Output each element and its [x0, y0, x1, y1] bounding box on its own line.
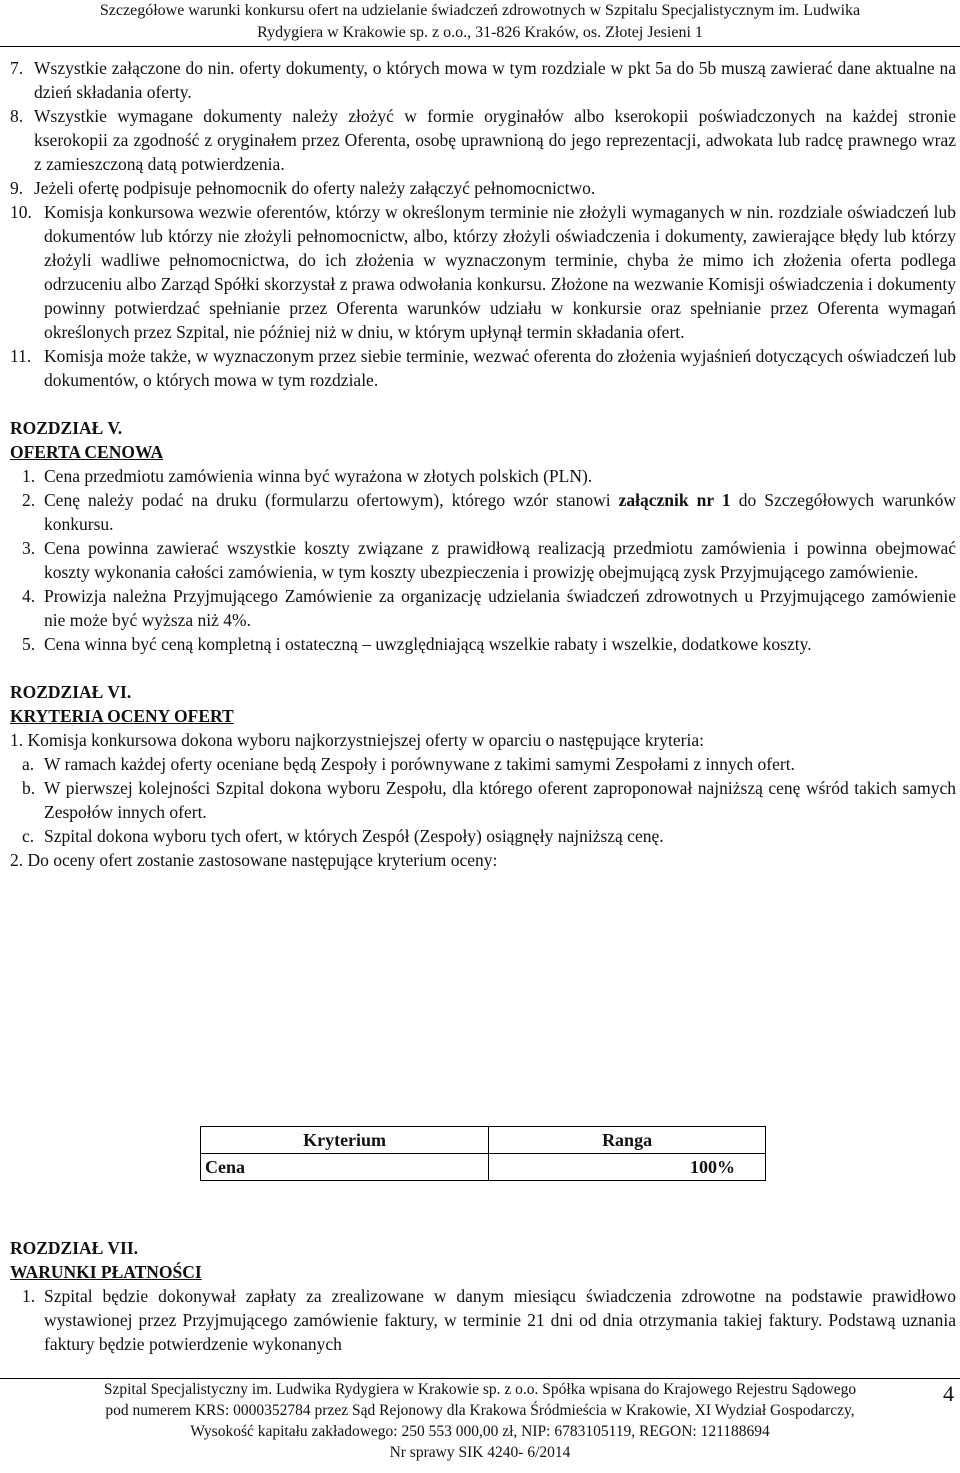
item-number: 11.: [10, 346, 32, 366]
item-text: Komisja konkursowa wezwie oferentów, którzy w określonym terminie nie złożyli wymaganych w nin. rozdziale oświadczeń lub dokumentów lub którzy nie złożyli pełnomocnictw, albo, którzy złożyli oświadczenia i dokumenty, zawierające błędy lub którzy złożyli wadliwe pełnomocnictwa, do ich złożenia w wyznaczonym terminie, chyba że mimo ich złożenia oferta podlega odrzuceniu albo Zarząd Spółki skorzystał z prawa odwołania konkursu. Złożone na wezwanie Komisji oświadczenia i dokumenty powinny potwierdzać spełnianie przez Oferenta warunków udziału w konkursie oraz spełnianie przez Oferenta wymagań określonych przez Szpital, nie później niż w dniu, w którym upłynął termin składania ofert.: [44, 202, 956, 342]
sub-item: [10, 776, 956, 824]
page-footer: [0, 1378, 960, 1473]
footer-line-2: pod numerem KRS: 0000352784 przez Sąd Rejonowy dla Krakowa Śródmieścia w Krakowie, XI Wydział Gospodarczy,: [105, 1402, 855, 1419]
list-item: [10, 464, 956, 488]
chapter-6-title: ROZDZIAŁ VI.: [10, 682, 132, 702]
item-text: Szpital będzie dokonywał zapłaty za zrealizowane w danym miesiącu świadczenia zdrowotne na podstawie prawidłowo wystawionej przez Przyjmującego zamówienie faktury, w terminie 21 dni od dnia otrzymania takiej faktury. Podstawą uznania faktury będzie potwierdzenie wykonanych: [44, 1286, 956, 1354]
table-row: [201, 1127, 766, 1154]
list-item: [10, 200, 956, 344]
item-number: 10.: [10, 202, 32, 222]
list-item: [10, 536, 956, 584]
item-text: Prowizja należna Przyjmującego Zamówienie za organizację udzielania świadczeń zdrowotnych u Przyjmującego zamówienie nie może być wyższa niż 4%.: [44, 586, 956, 630]
sub-item: [10, 824, 956, 848]
sub-item-text: Szpital dokona wyboru tych ofert, w których Zespół (Zespoły) osiągnęły najniższą cenę.: [44, 826, 664, 846]
list-item: [10, 1284, 956, 1356]
list-item: [10, 584, 956, 632]
chapter-5-title: ROZDZIAŁ V.: [10, 418, 123, 438]
table-cell-criterion: Cena: [201, 1154, 489, 1181]
table-header-criterion: Kryterium: [201, 1127, 489, 1154]
table-header-weight: Ranga: [489, 1127, 766, 1154]
item-text: Wszystkie wymagane dokumenty należy złożyć w formie oryginałów albo kserokopii poświadczonych na każdej stronie kserokopii za zgodność z oryginałem przez Oferenta, osobę uprawnioną do jego reprezentacji, adwokata lub radcę prawnego wraz z zamieszczoną datą potwierdzenia.: [34, 106, 956, 174]
list-item: [10, 104, 956, 176]
item-number: 7.: [10, 58, 24, 78]
sub-item-letter: c.: [22, 826, 35, 846]
header-line-2: Rydygiera w Krakowie sp. z o.o., 31-826 Kraków, os. Złotej Jesieni 1: [257, 24, 703, 41]
item-number: 4.: [22, 586, 36, 606]
page-number: 4: [943, 1381, 954, 1406]
item-text: Cena winna być ceną kompletną i ostateczną – uwzględniającą wszelkie rabaty i wszelkie, dodatkowe koszty.: [44, 634, 812, 654]
sub-item-letter: a.: [22, 754, 35, 774]
footer-line-4: Nr sprawy SIK 4240- 6/2014: [389, 1444, 571, 1461]
criteria-table: [200, 1126, 766, 1181]
item-text: Wszystkie załączone do nin. oferty dokumenty, o których mowa w tym rozdziale w pkt 5a do 5b muszą zawierać dane aktualne na dzień składania oferty.: [34, 58, 956, 102]
table-cell-weight: 100%: [489, 1154, 766, 1181]
item-text: Jeżeli ofertę podpisuje pełnomocnik do oferty należy załączyć pełnomocnictwo.: [34, 178, 596, 198]
criteria-intro: 1. Komisja konkursowa dokona wyboru najkorzystniejszej oferty w oparciu o następujące kryteria:: [10, 730, 704, 750]
list-item: [10, 488, 956, 536]
sub-item-text: W ramach każdej oferty oceniane będą Zespoły i porównywane z takimi samymi Zespołami z innych ofert.: [44, 754, 795, 774]
sub-item: [10, 752, 956, 776]
sub-item-text: W pierwszej kolejności Szpital dokona wyboru Zespołu, dla którego oferent zaproponował najniższą cenę wśród takich samych Zespołów innych ofert.: [44, 778, 956, 822]
list-item: [10, 176, 956, 200]
footer-line-1: Szpital Specjalistyczny im. Ludwika Rydygiera w Krakowie sp. z o.o. Spółka wpisana do Krajowego Rejestru Sądowego: [103, 1381, 857, 1398]
list-item: [10, 344, 956, 392]
item-number: 1.: [22, 1286, 36, 1306]
table-row: [201, 1154, 766, 1181]
list-item: [10, 632, 956, 656]
item-number: 3.: [22, 538, 36, 558]
item-number: 1.: [22, 466, 36, 486]
item-text: Cena przedmiotu zamówienia winna być wyrażona w złotych polskich (PLN).: [44, 466, 593, 486]
item-number: 5.: [22, 634, 36, 654]
item-number: 2.: [22, 490, 36, 510]
header-line-1: Szczegółowe warunki konkursu ofert na udzielanie świadczeń zdrowotnych w Szpitalu Specjalistycznym im. Ludwika: [99, 2, 861, 19]
item-text-part: Cenę należy podać na druku (formularzu ofertowym), którego wzór stanowi: [44, 490, 619, 510]
item-text: [44, 488, 956, 536]
chapter-7-title: ROZDZIAŁ VII.: [10, 1238, 139, 1258]
criteria-evaluation-intro: 2. Do oceny ofert zostanie zastosowane następujące kryterium oceny:: [10, 850, 498, 870]
item-text: Cena powinna zawierać wszystkie koszty związane z prawidłową realizacją przedmiotu zamówienia i powinna obejmować koszty wykonania całości zamówienia, w tym koszty ubezpieczenia i prowizję obejmującą zysk Przyjmującego zamówienie.: [44, 538, 956, 582]
chapter-5-subtitle: OFERTA CENOWA: [10, 442, 164, 462]
item-number: 9.: [10, 178, 24, 198]
footer-line-3: Wysokość kapitału zakładowego: 250 553 000,00 zł, NIP: 6783105119, REGON: 121188694: [190, 1423, 770, 1440]
list-item: [10, 56, 956, 104]
page-header: [0, 0, 960, 47]
document-body: [10, 56, 956, 872]
sub-item-letter: b.: [22, 778, 36, 798]
chapter-7-section: [10, 1236, 956, 1356]
item-text-part: do Szczegółowych warunków konkursu.: [44, 490, 956, 534]
attachment-reference: załącznik nr 1: [618, 490, 731, 510]
chapter-6-subtitle: KRYTERIA OCENY OFERT: [10, 706, 234, 726]
chapter-7-subtitle: WARUNKI PŁATNOŚCI: [10, 1262, 202, 1282]
item-text: Komisja może także, w wyznaczonym przez siebie terminie, wezwać oferenta do złożenia wyjaśnień dotyczących oświadczeń lub dokumentów, o których mowa w tym rozdziale.: [44, 346, 956, 390]
item-number: 8.: [10, 106, 24, 126]
